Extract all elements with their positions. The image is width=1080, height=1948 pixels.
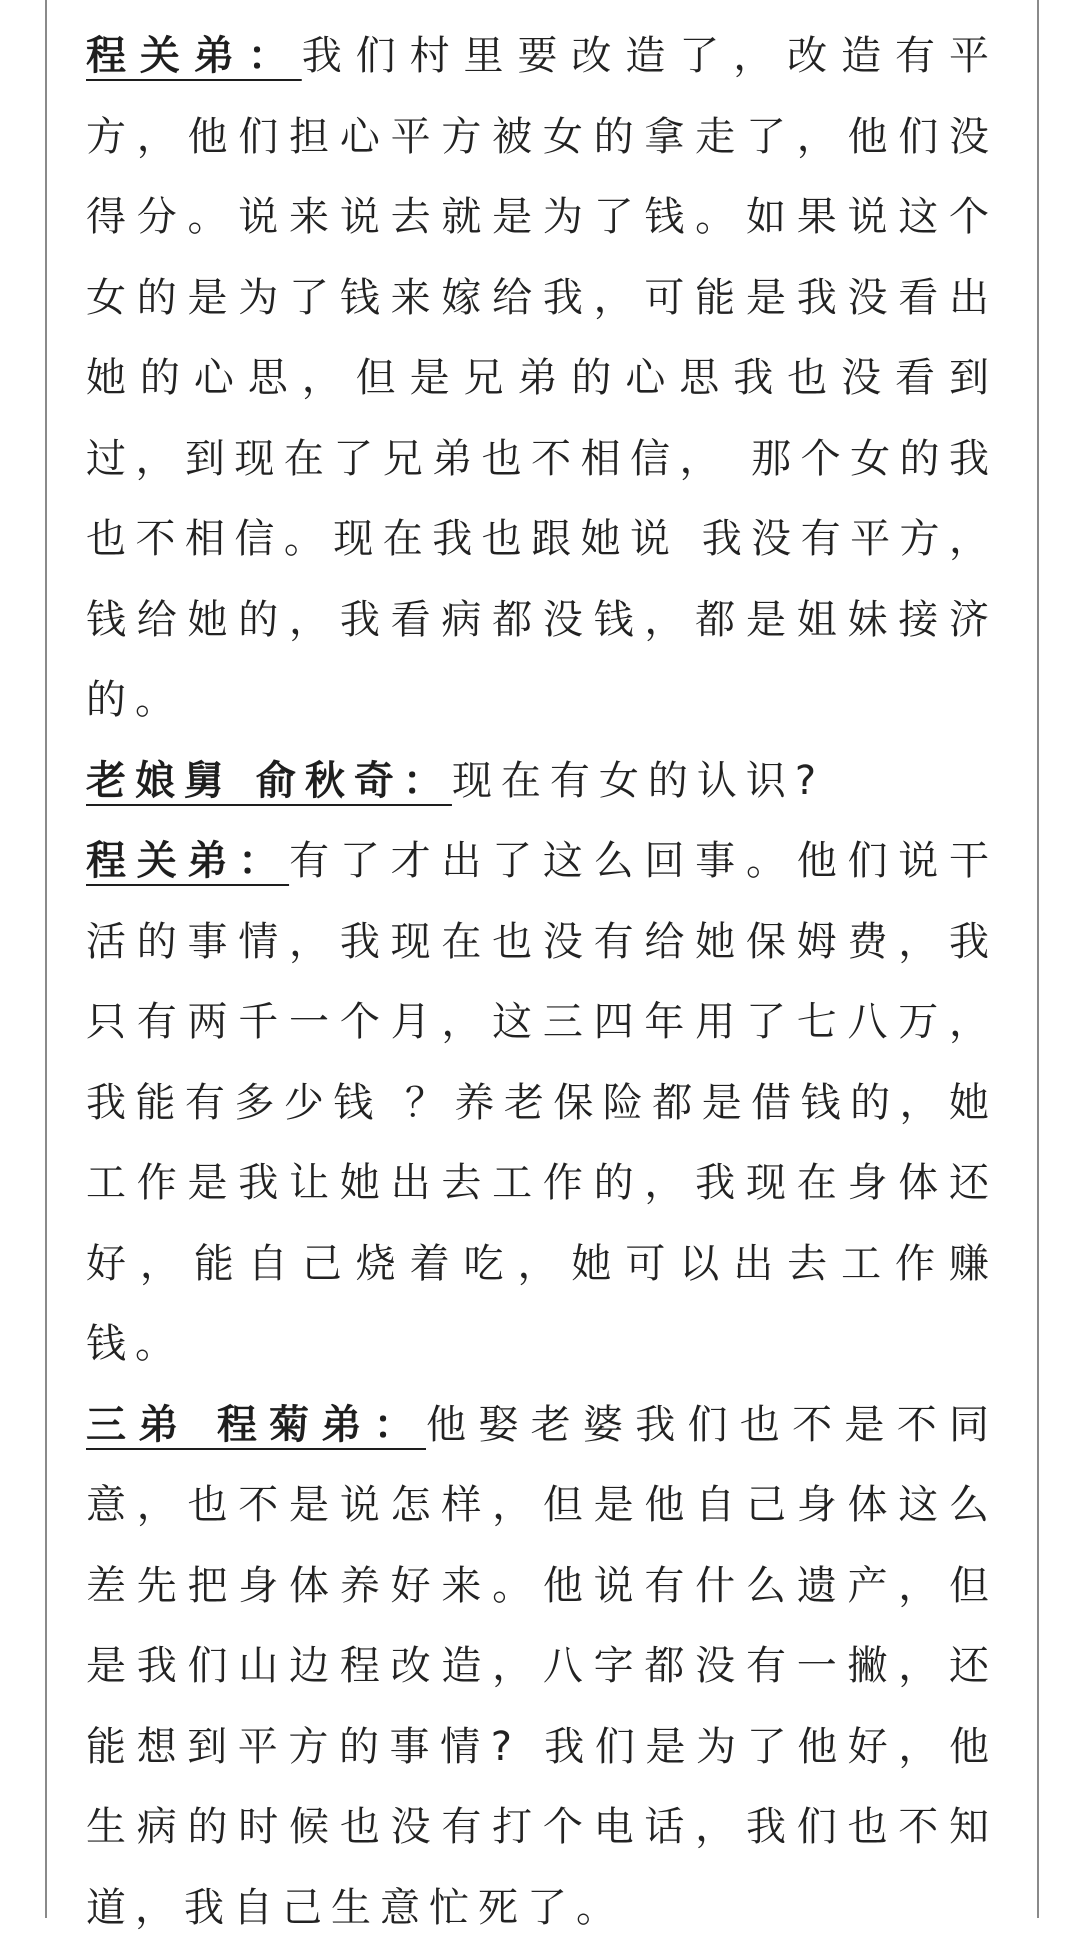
- speaker-label: 三弟 程菊弟：: [86, 1402, 426, 1448]
- speaker-label: 程关弟：: [86, 838, 289, 884]
- speech-text: 我们村里要改造了，改造有平方，他们担心平方被女的拿走了，他们没得分。说来说去就是为了钱。如果说这个女的是为了钱来嫁给我，可能是我没看出她的心思，但是兄弟的心思我也没看到过，到现在了兄弟也不相信， 那个女的我也不相信。现在我也跟她说 我没有平方，钱给她的，我看病都没钱，都是姐妹接济的。: [86, 33, 998, 723]
- transcript-paragraph: [86, 741, 998, 822]
- transcript-paragraph: [86, 16, 998, 741]
- speech-text: 现在有女的认识?: [452, 758, 825, 804]
- speech-text: 有了才出了这么回事。他们说干活的事情，我现在也没有给她保姆费，我只有两千一个月，这三四年用了七八万，我能有多少钱 ？养老保险都是借钱的，她工作是我让她出去工作的，我现在身体还好，能自己烧着吃，她可以出去工作赚钱。: [86, 838, 998, 1367]
- transcript-paragraph: [86, 1385, 998, 1948]
- speech-text: 他娶老婆我们也不是不同意，也不是说怎样，但是他自己身体这么差先把身体养好来。他说有什么遗产，但是我们山边程改造，八字都没有一撇，还能想到平方的事情? 我们是为了他好，他生病的时候也没有打个电话，我们也不知道，我自己生意忙死了。: [86, 1402, 998, 1931]
- transcript-body: [86, 16, 998, 1948]
- speaker-label: 老娘舅 俞秋奇：: [86, 758, 452, 804]
- transcript-paragraph: [86, 821, 998, 1385]
- speaker-label: 程关弟：: [86, 33, 302, 79]
